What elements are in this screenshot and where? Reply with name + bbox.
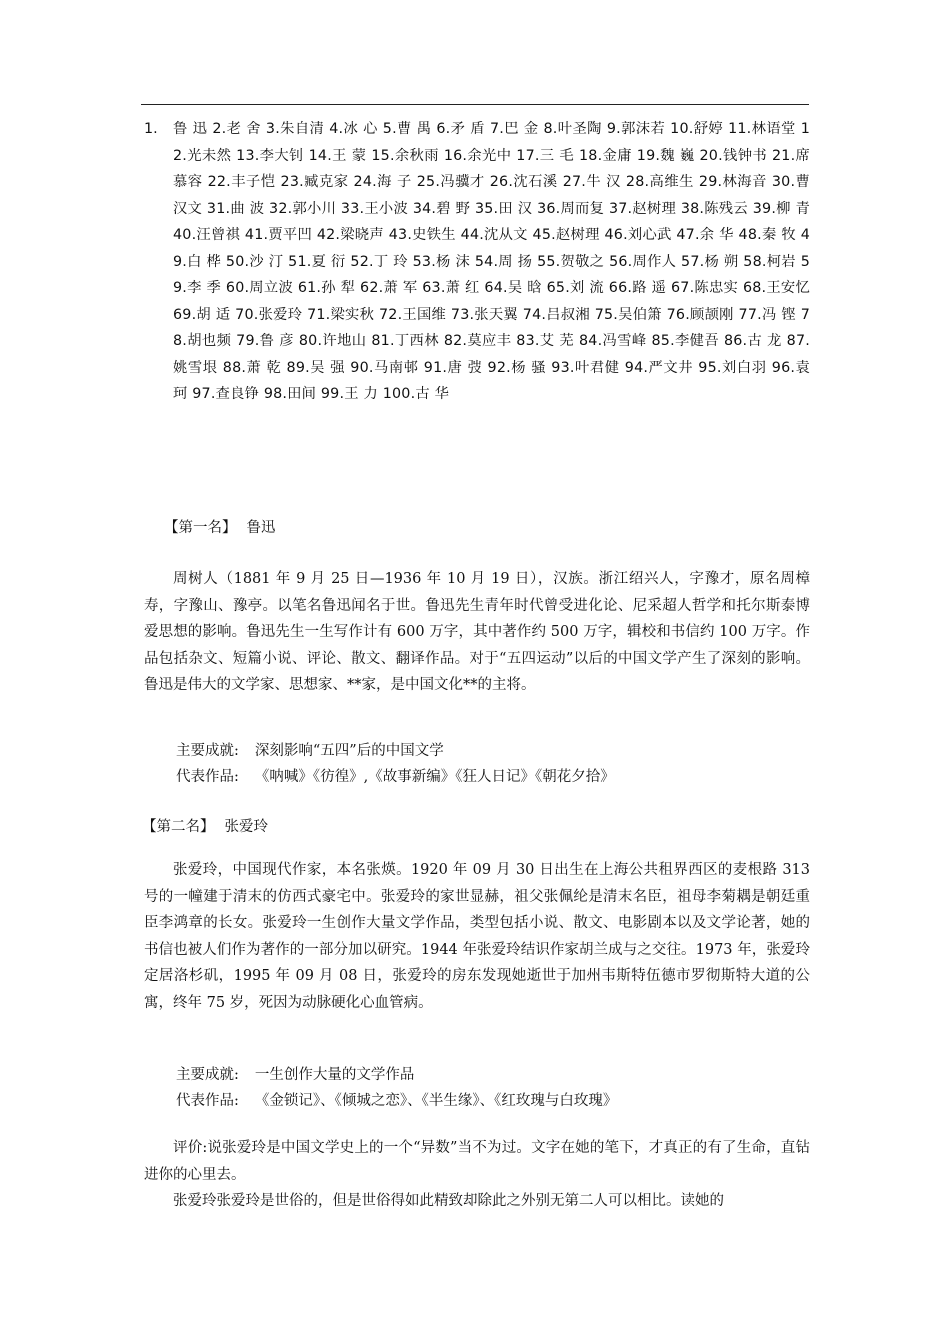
section-heading-name: 张爱玲	[224, 819, 268, 835]
works-label: 代表作品:	[176, 1093, 239, 1109]
section-heading-label: 【第一名】	[164, 520, 237, 536]
evaluation-paragraph: 评价:说张爱玲是中国文学史上的一个“异数”当不为过。文字在她的笔下，才真正的有了生命，直钻进你的心里去。	[144, 1140, 810, 1183]
works-row-2	[176, 1088, 617, 1114]
achievement-label: 主要成就:	[176, 743, 239, 759]
section-heading-1	[164, 515, 276, 541]
header-rule	[141, 104, 809, 105]
evaluation-paragraph-continued: 张爱玲张爱玲是世俗的，但是世俗得如此精致却除此之外别无第二人可以相比。读她的	[173, 1193, 724, 1209]
section-heading-2	[142, 814, 268, 840]
achievement-value: 深刻影响“五四”后的中国文学	[254, 743, 444, 759]
ranking-text: 鲁 迅 2.老 舍 3.朱自清 4.冰 心 5.曹 禺 6.矛 盾 7.巴 金 8.叶圣陶 9.郭沫若 10.舒婷 11.林语堂 12.光未然 13.李大钊 14.王 蒙 15.余秋雨 16.余光中 17.三 毛 18.金庸 19.魏 巍 20.钱钟书 21.席慕容 22.丰子恺 23.臧克家 24.海 子 25.冯骥才 26.沈石溪 27.牛 汉 28.高维生 29.林海音 30.曹汉文 31.曲 波 32.郭小川 33.王小波 34.碧 野 35.田 汉 36.周而复 37.赵树理 38.陈残云 39.柳 青 40.汪曾祺 41.贾平凹 42.梁晓声 43.史铁生 44.沈从文 45.赵树理 46.刘心武 47.余 华 48.秦 牧 49.白 桦 50.沙 汀 51.夏 衍 52.丁 玲 53.杨 沫 54.周 扬 55.贺敬之 56.周作人 57.杨 朔 58.柯岩 59.李 季 60.周立波 61.孙 犁 62.萧 军 63.萧 红 64.吴 晗 65.刘 流 66.路 遥 67.陈忠实 68.王安忆 69.胡 适 70.张爱玲 71.梁实秋 72.王国维 73.张天翼 74.吕叔湘 75.吴伯箫 76.顾颉刚 77.冯 铿 78.胡也频 79.鲁 彦 80.许地山 81.丁西林 82.莫应丰 83.艾 芜 84.冯雪峰 85.李健吾 86.古 龙 87.姚雪垠 88.萧 乾 89.吴 强 90.马南邨 91.唐 弢 92.杨 骚 93.叶君健 94.严文井 95.刘白羽 96.袁 珂 97.查良铮 98.田间 99.王 力 100.古 华	[173, 121, 810, 402]
works-value: 《金锁记》、《倾城之恋》、《半生缘》、《红玫瑰与白玫瑰》	[254, 1093, 618, 1109]
section-heading-label: 【第二名】	[142, 819, 215, 835]
author-ranking-list	[144, 116, 810, 408]
achievement-row-1	[176, 738, 444, 764]
section-paragraph-1: 周树人（1881 年 9 月 25 日—1936 年 10 月 19 日），汉族。浙江绍兴人，字豫才，原名周樟寿，字豫山、豫亭。以笔名鲁迅闻名于世。鲁迅先生青年时代曾受进化论、尼采超人哲学和托尔斯泰博爱思想的影响。鲁迅先生一生写作计有 600 万字，其中著作约 500 万字，辑校和书信约 100 万字。作品包括杂文、短篇小说、评论、散文、翻译作品。对于“五四运动”以后的中国文学产生了深刻的影响。鲁迅是伟大的文学家、思想家、**家，是中国文化**的主将。	[144, 571, 810, 693]
works-row-1	[176, 764, 615, 790]
works-label: 代表作品:	[176, 769, 239, 785]
achievement-label: 主要成就:	[176, 1067, 239, 1083]
achievement-value: 一生创作大量的文学作品	[254, 1067, 415, 1083]
works-value: 《呐喊》《彷徨》,《故事新编》《狂人日记》《朝花夕拾》	[254, 769, 615, 785]
achievement-row-2	[176, 1062, 414, 1088]
list-number: 1.	[144, 121, 158, 137]
section-heading-name: 鲁迅	[246, 520, 276, 536]
section-paragraph-2: 张爱玲，中国现代作家，本名张煐。1920 年 09 月 30 日出生在上海公共租界西区的麦根路 313 号的一幢建于清末的仿西式豪宅中。张爱玲的家世显赫，祖父张佩纶是清末名臣，祖母李菊耦是朝廷重臣李鸿章的长女。张爱玲一生创作大量文学作品，类型包括小说、散文、电影剧本以及文学论著，她的书信也被人们作为著作的一部分加以研究。1944 年张爱玲结识作家胡兰成与之交往。1973 年，张爱玲定居洛杉矶，1995 年 09 月 08 日，张爱玲的房东发现她逝世于加州韦斯特伍德市罗彻斯特大道的公寓，终年 75 岁，死因为动脉硬化心血管病。	[144, 862, 810, 1011]
